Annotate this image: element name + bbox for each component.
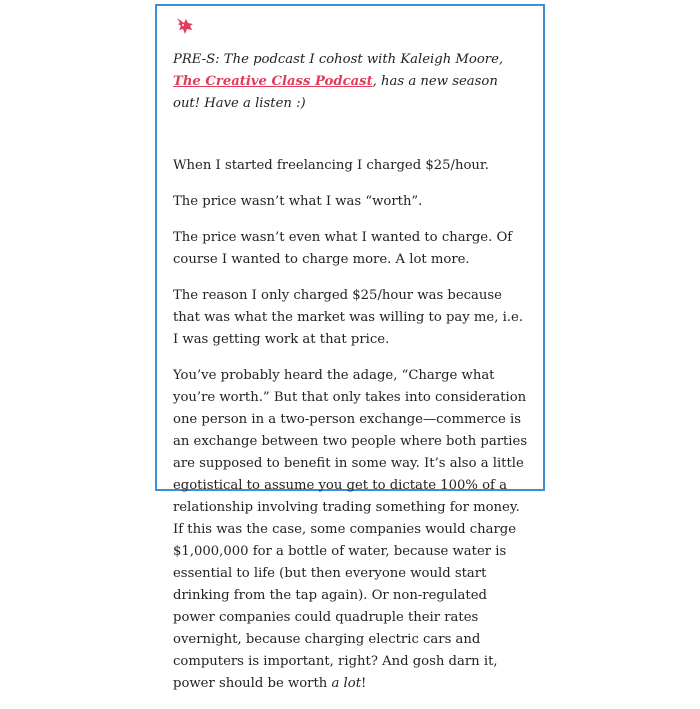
email-frame bbox=[155, 4, 545, 691]
paragraph-5-end: ! bbox=[361, 676, 367, 691]
fox-logo-icon bbox=[174, 16, 196, 38]
paragraph-1: When I started freelancing I charged $25/hour. bbox=[173, 158, 489, 173]
paragraph-2: The price wasn’t what I was “worth”. bbox=[173, 194, 423, 209]
ps-prefix: PRE-S: The podcast I cohost with Kaleigh Moore, bbox=[173, 52, 504, 67]
creative-class-podcast-link[interactable]: The Creative Class Podcast bbox=[173, 74, 373, 89]
paragraph-4: The reason I only charged $25/hour was because that was what the market was willing to pay me, i.e. I was getting work at that price. bbox=[173, 288, 524, 347]
paragraph-3: The price wasn’t even what I wanted to charge. Of course I wanted to charge more. A lot more. bbox=[173, 230, 513, 267]
paragraph-5-emphasis: a lot bbox=[331, 676, 361, 691]
email-body bbox=[173, 49, 529, 709]
ps-suffix: , has a new season out! Have a listen :) bbox=[173, 74, 498, 111]
paragraph-5-main: You’ve probably heard the adage, “Charge what you’re worth.” But that only takes into consideration one person in a two-person exchange—commerce is an exchange between two people where both parties are supposed to benefit in some way. It’s also a little egotistical to assume you get to dictate 100% of a relationship involving trading something for money. If this was the case, some companies would charge $1,000,000 for a bottle of water, because water is essential to life (but then everyone would start drinking from the tap again). Or non-regulated power companies could quadruple their rates overnight, because charging electric cars and computers is important, right? And gosh darn it, power should be worth bbox=[173, 368, 528, 691]
paragraph-5 bbox=[173, 365, 529, 695]
pre-script bbox=[173, 49, 529, 115]
